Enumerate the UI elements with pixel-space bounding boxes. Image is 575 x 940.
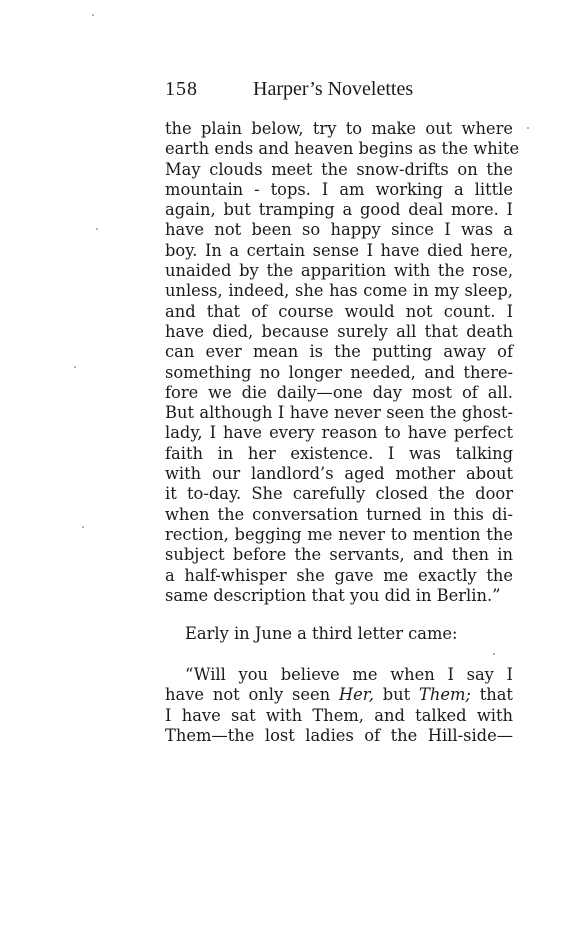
- paper-speck: [527, 127, 529, 129]
- text-line: rection, begging me never to mention the: [165, 524, 513, 544]
- text-line: boy. In a certain sense I have died here,: [165, 240, 513, 260]
- text-line: I have sat with Them, and talked with: [165, 705, 513, 725]
- text-line: something no longer needed, and there-: [165, 362, 513, 382]
- text-line: subject before the servants, and then in: [165, 545, 513, 565]
- paper-speck: [74, 366, 76, 368]
- paragraph-letter-continuation: [165, 119, 520, 606]
- paragraph-third-letter-intro: [165, 624, 513, 644]
- text-line: it to-day. She carefully closed the door: [165, 484, 513, 504]
- text-line: same description that you did in Berlin.”: [165, 585, 501, 605]
- text-line: fore we die daily—one day most of all.: [165, 382, 513, 402]
- text-line: mountain - tops. I am working a little: [165, 179, 513, 199]
- text-line: lady, I have every reason to have perfect: [165, 423, 513, 443]
- paper-speck: [493, 653, 495, 655]
- text-line: earth ends and heaven begins as the white: [165, 139, 520, 159]
- text-line: can ever mean is the putting away of: [165, 342, 513, 362]
- text-line: But although I have never seen the ghost-: [165, 403, 513, 423]
- text-line: Early in June a third letter came:: [185, 624, 458, 643]
- text-run: have not only seen: [165, 685, 339, 705]
- text-line: and that of course would not count. I: [165, 301, 513, 321]
- paragraph-third-letter: [165, 665, 513, 746]
- page-header: [165, 76, 525, 102]
- running-title: Harper’s Novelettes: [253, 78, 414, 100]
- italic-her: Her,: [338, 685, 374, 705]
- paper-speck: [92, 14, 94, 16]
- paper-speck: [82, 526, 84, 528]
- text-line: [165, 685, 513, 705]
- text-line: a half-whisper she gave me exactly the: [165, 565, 513, 585]
- paper-speck: [96, 228, 98, 230]
- text-line: have died, because surely all that death: [165, 321, 513, 341]
- text-run: but: [373, 685, 419, 705]
- text-line: again, but tramping a good deal more. I: [165, 200, 513, 220]
- text-line: May clouds meet the snow-drifts on the: [165, 159, 513, 179]
- text-line: unless, indeed, she has come in my sleep,: [165, 281, 513, 301]
- text-run: that: [470, 685, 513, 705]
- text-line: have not been so happy since I was a: [165, 220, 513, 240]
- text-line: faith in her existence. I was talking: [165, 443, 513, 463]
- text-line: with our landlord’s aged mother about: [165, 464, 513, 484]
- page-number: 158: [165, 78, 198, 100]
- text-line: the plain below, try to make out where: [165, 119, 513, 138]
- italic-them: Them;: [418, 685, 471, 705]
- text-line: “Will you believe me when I say I: [185, 665, 513, 684]
- text-line: when the conversation turned in this di-: [165, 504, 513, 524]
- text-line: Them—the lost ladies of the Hill-side—: [165, 725, 513, 745]
- text-line: unaided by the apparition with the rose,: [165, 261, 513, 281]
